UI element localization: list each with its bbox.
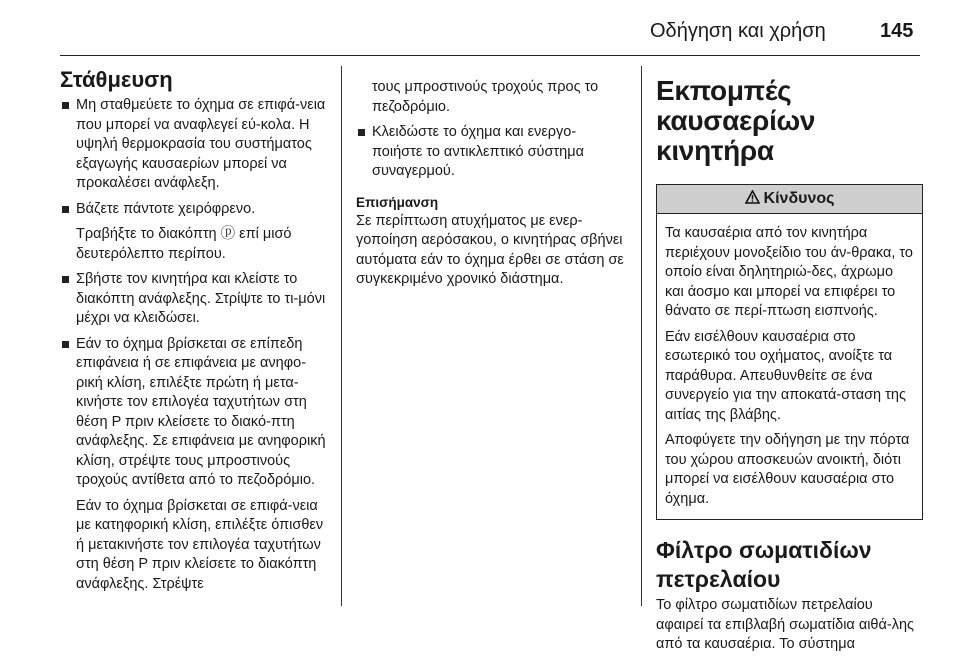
list-item-text: Βάζετε πάντοτε χειρόφρενο. [76, 200, 256, 217]
list-item-text: Σβήστε τον κινητήρα και κλείστε το διακόπτη ανάφλεξης. Στρίψτε το τι-μόνι μέχρι να κλειδώσει. [76, 271, 326, 326]
bullet-square-icon [62, 206, 69, 213]
list-item [356, 123, 626, 182]
danger-box-body [657, 214, 922, 519]
danger-box-title: Κίνδυνος [763, 190, 835, 207]
danger-paragraph: Εάν εισέλθουν καυσαέρια στο εσωτερικό του οχήματος, ανοίξτε τα παράθυρα. Απευθυνθείτε σε ένα συνεργείο για την αποκατά-σταση της αιτίας της βλάβης. [665, 328, 906, 423]
list-item [60, 270, 328, 329]
bullet-square-icon [62, 276, 69, 283]
danger-paragraph: Τα καυσαέρια από τον κινητήρα περιέχουν μονοξείδιο του άν-θρακα, το οποίο είναι δηλητηριώ-δες, άχρωμο και άοσμο και μπορεί να επιφέρει το θάνατο σε περί-πτωση εισπνοής. [665, 225, 913, 319]
header-rule [60, 55, 920, 56]
bullet-square-icon [358, 129, 365, 136]
note-heading: Επισήμανση [356, 194, 439, 210]
danger-box-header [657, 185, 922, 214]
bullet-square-icon [62, 341, 69, 348]
section-heading-dpf: Φίλτρο σωματιδίων πετρελαίου [656, 537, 872, 592]
column-3 [656, 76, 921, 661]
list-item-text: Κλειδώστε το όχημα και ενεργο-ποιήστε το αντικλεπτικό σύστημα συναγερμού. [372, 124, 584, 179]
column-divider-2 [641, 66, 642, 606]
bullet-square-icon [62, 102, 69, 109]
page-number: 145 [880, 20, 914, 42]
note-text: Σε περίπτωση ατυχήματος με ενερ-γοποίηση αερόσακου, ο κινητήρας σβήνει αυτόματα εάν το όχημα έρθει σε στάση σε συγκεκριμένο χρονικό διάστημα. [356, 212, 624, 287]
dpf-paragraph: Το φίλτρο σωματιδίων πετρελαίου αφαιρεί τα επιβλαβή σωματίδια αιθά-λης από τα καυσαέρια. Το σύστημα [656, 597, 915, 652]
handbrake-note: Τραβήξτε το διακόπτη ⓟ επί μισό δευτερόλεπτο περίπου. [76, 226, 292, 262]
downhill-paragraph: Εάν το όχημα βρίσκεται σε επιφά-νεια με κατηφορική κλίση, επιλέξτε όπισθεν ή μετακινήστε τον επιλογέα ταχυτήτων στη θέση P πριν κλείσετε το διακόπτη ανάφλεξης. Στρέψτε [76, 497, 324, 592]
list-item [60, 200, 328, 220]
section-heading-exhaust: Εκπομπές καυσαερίων κινητήρα [656, 75, 816, 166]
danger-box [656, 184, 923, 520]
list-item [60, 335, 328, 491]
section-heading-parking: Στάθμευση [60, 67, 173, 92]
column-divider-1 [341, 66, 342, 606]
continuation-text: τους μπροστινούς τροχούς προς το πεζοδρόμιο. [372, 79, 599, 115]
list-item-text: Εάν το όχημα βρίσκεται σε επίπεδη επιφάνεια ή σε επιφάνεια με ανηφο-ρική κλίση, επιλέξτε πρώτη ή μετα-κινήστε τον επιλογέα ταχυτήτων στη θέση P πριν κλείσετε το διακό-πτη ανάφλεξης. Σε επιφάνεια με ανηφορική κλίση, στρέψτε τους μπροστινούς τροχούς αντίθετα από το πεζοδρόμιο. [76, 335, 326, 488]
danger-paragraph: Αποφύγετε την οδήγηση με την πόρτα του χώρου αποσκευών ανοικτή, διότι μπορεί να εισέλθουν καυσαέρια στο όχημα. [665, 432, 910, 507]
running-header-title: Οδήγηση και χρήση [650, 20, 826, 42]
list-item [60, 96, 328, 194]
warning-triangle-icon [745, 185, 760, 213]
column-1 [60, 66, 328, 600]
column-2 [356, 78, 626, 290]
list-item-text: Μη σταθμεύετε το όχημα σε επιφά-νεια που μπορεί να αναφλεγεί εύ-κολα. Η υψηλή θερμοκρασία του συστήματος εξαγωγής καυσαερίων μπορεί να προκαλέσει ανάφλεξη. [76, 97, 326, 191]
